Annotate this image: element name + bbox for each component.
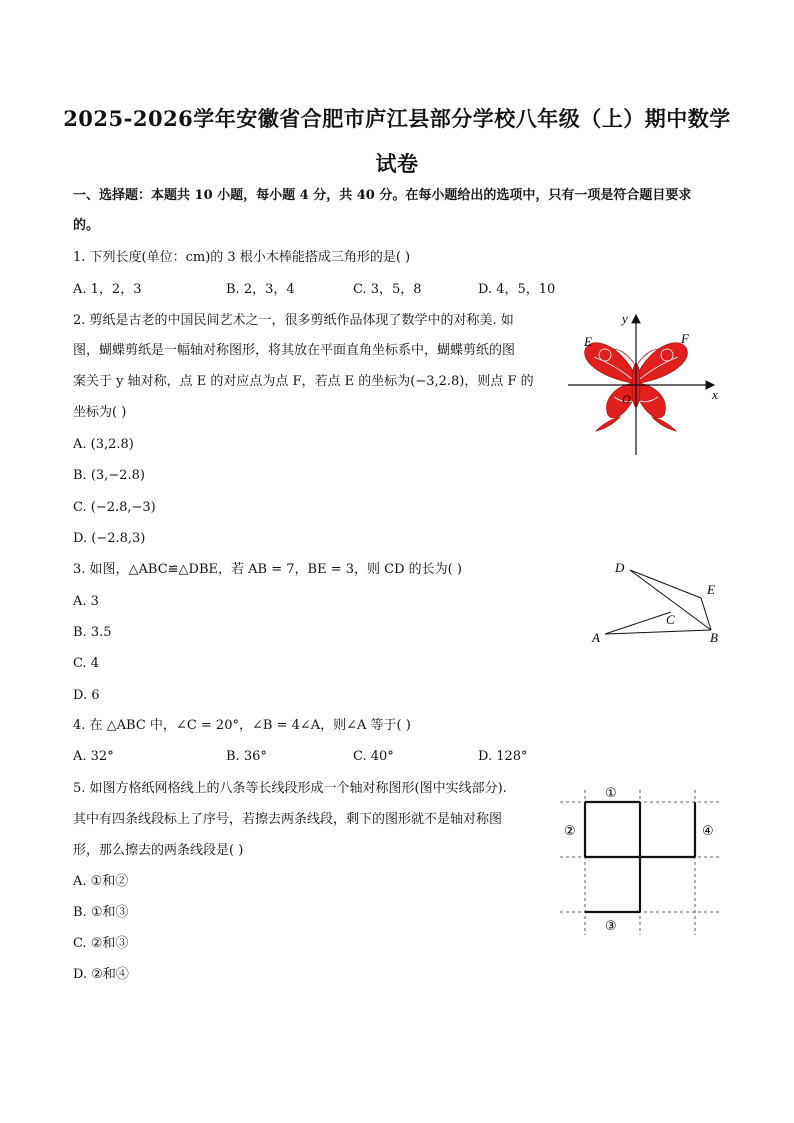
q3-option-d: D. 6 — [73, 688, 100, 703]
q2-option-b: B. (3,−2.8) — [73, 468, 145, 483]
q2-option-a: A. (3,2.8) — [73, 437, 134, 452]
x-axis-label: x — [712, 387, 718, 402]
q1-stem: 1. 下列长度(单位：cm)的 3 根小木棒能搭成三角形的是( ) — [73, 250, 411, 265]
q4-option-a: A. 32° — [73, 749, 114, 764]
q1-option-b: B. 2，3，4 — [226, 282, 295, 297]
q5-option-b: B. ①和③ — [73, 905, 129, 920]
grid-symmetry-figure — [560, 780, 730, 940]
segment-a-c — [605, 612, 671, 634]
q3-stem: 3. 如图，△ABC≌△DBE，若 AB = 7，BE = 3，则 CD 的长为( ) — [73, 562, 462, 577]
label-circled-4: ④ — [702, 824, 714, 839]
y-axis-label: y — [622, 311, 628, 326]
segment-e-b — [701, 598, 711, 630]
q2-option-c: C. (−2.8,−3) — [73, 500, 156, 515]
q5-stem-line-2: 其中有四条线段标上了序号，若擦去两条线段，剩下的图形就不是轴对称图 — [73, 812, 503, 827]
q4-option-c: C. 40° — [353, 749, 394, 764]
point-f-label: F — [681, 331, 689, 346]
q4-option-d: D. 128° — [478, 749, 528, 764]
segment-a-b — [605, 630, 711, 634]
q3-option-c: C. 4 — [73, 656, 100, 671]
q4-option-b: B. 36° — [226, 749, 267, 764]
point-e-label: E — [584, 334, 592, 349]
vertex-e-label: E — [707, 582, 715, 597]
q1-option-d: D. 4，5，10 — [478, 282, 556, 297]
vertex-c-label: C — [666, 612, 675, 627]
section-heading-line-1: 一、选择题：本题共 10 小题，每小题 4 分，共 40 分。在每小题给出的选项中，只有一项是符合题目要求 — [73, 188, 692, 203]
q2-stem-line-2: 图，蝴蝶剪纸是一幅轴对称图形，将其放在平面直角坐标系中，蝴蝶剪纸的图 — [73, 343, 516, 358]
q2-option-d: D. (−2.8,3) — [73, 531, 146, 546]
q4-stem: 4. 在 △ABC 中，∠C = 20°，∠B = 4∠A，则∠A 等于( ) — [73, 718, 411, 733]
q5-stem-line-3: 形，那么擦去的两条线段是( ) — [73, 843, 244, 858]
q1-option-c: C. 3，5，8 — [353, 282, 422, 297]
q3-option-b: B. 3.5 — [73, 625, 112, 640]
q3-option-a: A. 3 — [73, 594, 99, 609]
label-circled-3: ③ — [605, 919, 617, 934]
q5-option-c: C. ②和③ — [73, 936, 129, 951]
solid-segments — [585, 802, 695, 912]
segment-d-e — [630, 570, 701, 598]
q2-stem-line-1: 2. 剪纸是古老的中国民间艺术之一，很多剪纸作品体现了数学中的对称美. 如 — [73, 313, 514, 328]
exam-title-line-2: 试卷 — [375, 151, 419, 176]
section-heading-line-2: 的。 — [73, 218, 100, 233]
q5-option-a: A. ①和② — [73, 874, 129, 889]
q5-option-d: D. ②和④ — [73, 967, 129, 982]
vertex-b-label: B — [710, 630, 718, 645]
congruent-triangles-figure — [585, 558, 725, 648]
q1-option-a: A. 1，2，3 — [73, 282, 142, 297]
q5-stem-line-1: 5. 如图方格纸网格线上的八条等长线段形成一个轴对称图形(图中实线部分). — [73, 781, 507, 796]
exam-title-line-1: 2025-2026学年安徽省合肥市庐江县部分学校八年级（上）期中数学 — [63, 106, 731, 131]
q2-stem-line-3: 案关于 y 轴对称，点 E 的对应点为点 F，若点 E 的坐标为(−3,2.8)，则点 F 的 — [73, 374, 534, 389]
q2-stem-line-4: 坐标为( ) — [73, 405, 127, 420]
origin-label: O — [622, 392, 631, 406]
vertex-a-label: A — [592, 630, 600, 645]
butterfly-coordinate-figure — [560, 305, 730, 460]
label-circled-2: ② — [564, 824, 576, 839]
label-circled-1: ① — [605, 786, 617, 801]
vertex-d-label: D — [615, 560, 625, 575]
